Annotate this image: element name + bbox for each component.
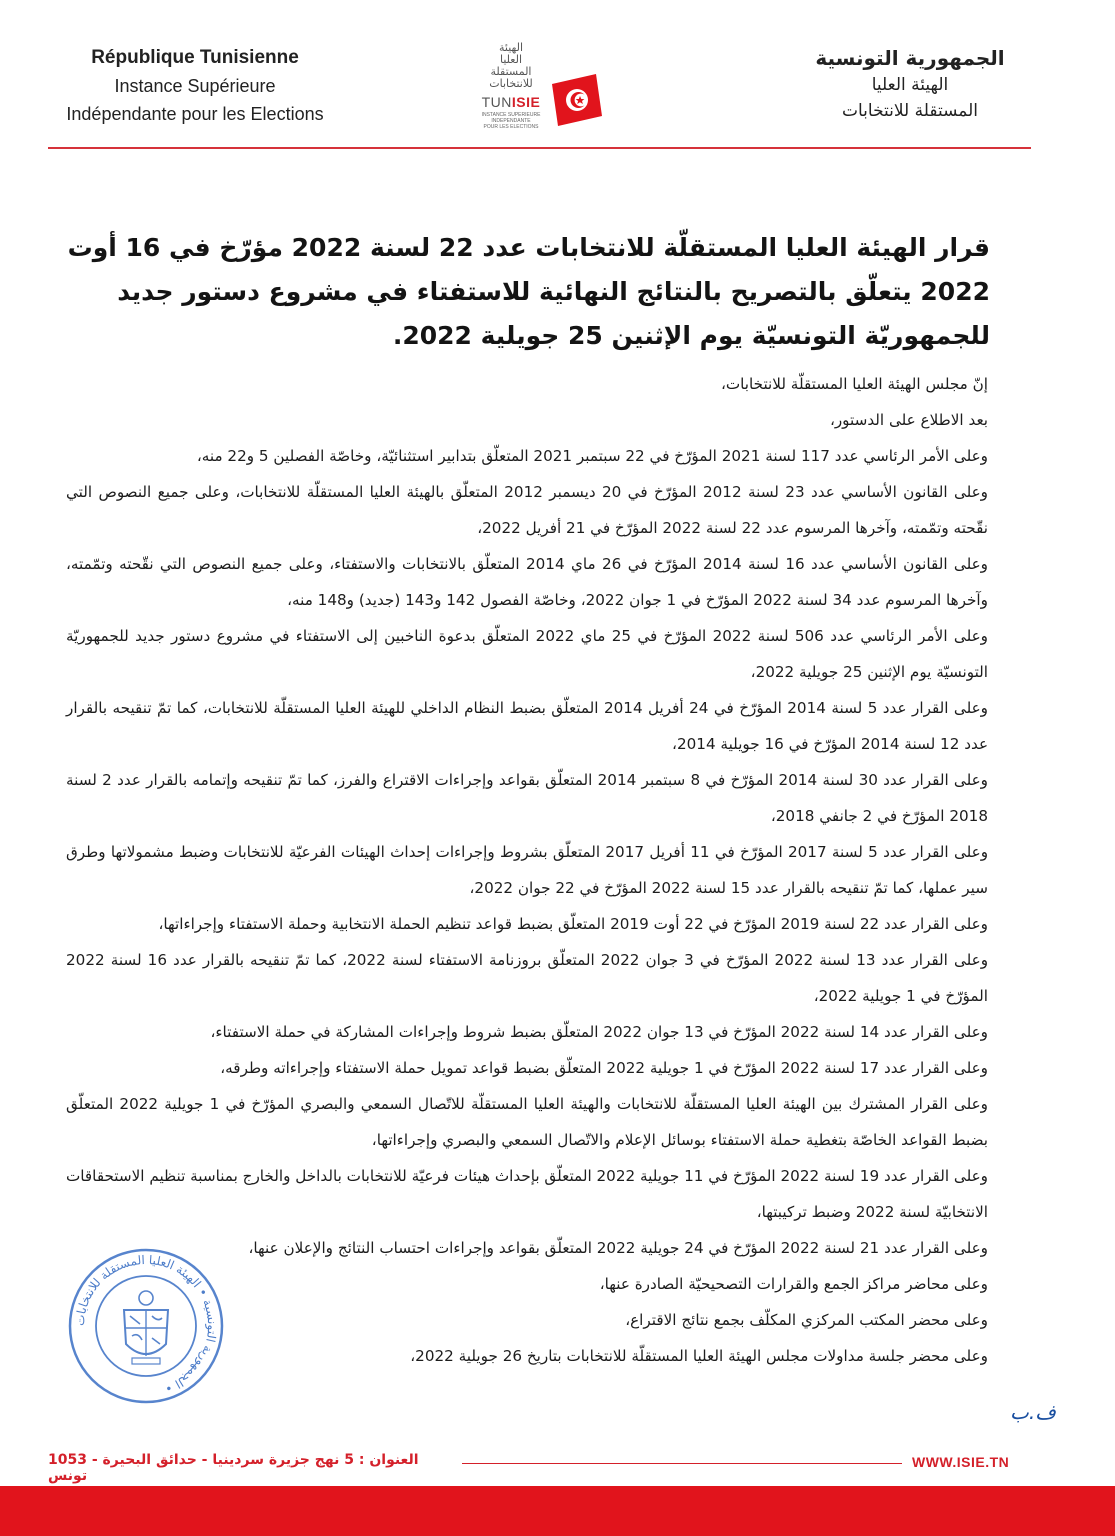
paragraph-11: وعلى القرار عدد 13 لسنة 2022 المؤرّخ في 3 جوان 2022 المتعلّق بروزنامة الاستفتاء لسنة 2022، كما تمّ تنقيحه بالقرار عدد 16 لسنة 2022 المؤرّخ في 1 جويلية 2022، (66, 951, 989, 1005)
logo-arabic-lines (476, 42, 546, 90)
header-fr-line1: République Tunisienne (91, 47, 299, 68)
header-fr-line2: Instance Supérieure (114, 76, 276, 96)
paragraph-15: وعلى القرار عدد 19 لسنة 2022 المؤرّخ في 11 جويلية 2022 المتعلّق بإحداث هيئات فرعيّة للانتخابات بالداخل والخارج بمناسبة تنظيم الاستحقاقات الانتخابيّة لسنة 2022 وضبط تركيبتها، (66, 1167, 989, 1221)
header-ar-line3: المستقلة للانتخابات (841, 101, 979, 121)
footer-website-link[interactable]: WWW.ISIE.TN (912, 1454, 1010, 1470)
paragraph-17: وعلى محاضر مراكز الجمع والقرارات التصحيحيّة الصادرة عنها، (599, 1275, 988, 1293)
coat-of-arms-icon (124, 1291, 168, 1364)
logo-isie: ISIE (511, 94, 541, 110)
paragraph-5: وعلى القانون الأساسي عدد 16 لسنة 2014 المؤرّخ في 26 ماي 2014 المتعلّق بالانتخابات والاستفتاء، وعلى جميع النصوص التي نقّحته وتمّمته، وآخرها المرسوم عدد 34 لسنة 2022 المؤرّخ في 1 جوان 2022، وخاصّة الفصول 142 و143 (جديد) و148 منه، (66, 555, 989, 609)
logo-ar-line1: الهيئة (498, 41, 523, 54)
paragraph-14: وعلى القرار المشترك بين الهيئة العليا المستقلّة للانتخابات والهيئة العليا المستقلّة للاتّصال السمعي والبصري المؤرّخ في 1 جويلية 2022 المتعلّق بضبط القواعد الخاصّة بتغطية حملة الاستفتاء بوسائل الإعلام والاتّصال السمعي والبصري وإجراءاتها، (66, 1095, 988, 1149)
logo-small-line3: POUR LES ELECTIONS (483, 124, 539, 130)
logo-wordmark (476, 94, 546, 110)
header-ar-line2: الهيئة العليا (871, 75, 949, 95)
footer-divider (462, 1463, 902, 1464)
decision-title: قرار الهيئة العليا المستقلّة للانتخابات عدد 22 لسنة 2022 مؤرّخ في 16 أوت 2022 يتعلّق بالتصريح بالنتائج النهائية للاستفتاء في مشروع دستور جديد للجمهوريّة التونسيّة يوم الإثنين 25 جويلية 2022. (67, 233, 990, 350)
footer-address: العنوان : 5 نهج جزيرة سردينيا - حدائق البحيرة - 1053 تونس (48, 1452, 419, 1484)
paragraph-7: وعلى القرار عدد 5 لسنة 2014 المؤرّخ في 24 أفريل 2014 المتعلّق بضبط النظام الداخلي للهيئة العليا المستقلّة للانتخابات، كما تمّ تنقيحه بالقرار عدد 12 لسنة 2014 المؤرّخ في 16 جويلية 2014، (66, 699, 989, 753)
paragraph-4: وعلى القانون الأساسي عدد 23 لسنة 2012 المؤرّخ في 20 ديسمبر 2012 المتعلّق بالهيئة العليا المستقلّة للانتخابات، وعلى جميع النصوص التي نقّحته وتمّمته، وآخرها المرسوم عدد 22 لسنة 2022 المؤرّخ في 21 أفريل 2022، (66, 483, 989, 537)
paragraph-3: وعلى الأمر الرئاسي عدد 117 لسنة 2021 المؤرّخ في 22 سبتمبر 2021 المتعلّق بتدابير استثنائيّة، وخاصّة الفصلين 5 و22 منه، (196, 447, 988, 465)
logo-tun: TUN (481, 94, 512, 110)
logo-ar-line2: العليا (499, 53, 523, 66)
logo-ar-line4: للانتخابات (489, 77, 533, 90)
header-french (40, 44, 350, 128)
paragraph-10: وعلى القرار عدد 22 لسنة 2019 المؤرّخ في 22 أوت 2019 المتعلّق بضبط قواعد تنظيم الحملة الانتخابية وحملة الاستفتاء وإجراءاتها، (158, 915, 988, 933)
logo-small-line1: INSTANCE SUPERIEURE (481, 112, 541, 118)
paragraph-1: إنّ مجلس الهيئة العليا المستقلّة للانتخابات، (720, 375, 988, 393)
official-stamp (66, 1246, 226, 1406)
header-fr-line3: Indépendante pour les Elections (66, 104, 324, 124)
paragraph-16: وعلى القرار عدد 21 لسنة 2022 المؤرّخ في 24 جويلية 2022 المتعلّق بقواعد وإجراءات احتساب النتائج والإعلان عنها، (248, 1239, 988, 1257)
signature-initials: ف.ب (1010, 1400, 1056, 1424)
page-footer (0, 1446, 1115, 1536)
footer-red-band (0, 1486, 1115, 1536)
stamp-ring-textpath: الجمهورية التونسية • الهيئة العليا المستقلة للانتخابات • (72, 1252, 220, 1396)
header-arabic (790, 44, 1030, 124)
paragraph-9: وعلى القرار عدد 5 لسنة 2017 المؤرّخ في 11 أفريل 2017 المتعلّق بشروط وإجراءات إحداث الهيئات الفرعيّة للانتخابات وضبط مشمولاتها وطرق سير عملها، كما تمّ تنقيحه بالقرار عدد 15 لسنة 2022 المؤرّخ في 22 جوان 2022، (66, 843, 989, 897)
paragraph-18: وعلى محضر المكتب المركزي المكلّف بجمع نتائج الاقتراع، (625, 1311, 988, 1329)
paragraph-8: وعلى القرار عدد 30 لسنة 2014 المؤرّخ في 8 سبتمبر 2014 المتعلّق بقواعد وإجراءات الاقتراع والفرز، كما تمّ تنقيحه وإتمامه بالقرار عدد 2 لسنة 2018 المؤرّخ في 2 جانفي 2018، (66, 771, 989, 825)
logo-small-line2: INDEPENDANTE (491, 118, 531, 124)
paragraph-13: وعلى القرار عدد 17 لسنة 2022 المؤرّخ في 1 جويلية 2022 المتعلّق بضبط قواعد تمويل حملة الاستفتاء وإجراءاته وطرقه، (220, 1059, 988, 1077)
logo-small-caption (476, 112, 546, 130)
paragraph-6: وعلى الأمر الرئاسي عدد 506 لسنة 2022 المؤرّخ في 25 ماي 2022 المتعلّق بدعوة الناخبين إلى الاستفتاء في مشروع دستور جديد للجمهوريّة التونسيّة يوم الإثنين 25 جويلية 2022، (66, 627, 988, 681)
paragraph-12: وعلى القرار عدد 14 لسنة 2022 المؤرّخ في 13 جوان 2022 المتعلّق بضبط شروط وإجراءات المشاركة في حملة الاستفتاء، (210, 1023, 988, 1041)
logo-ar-line3: المستقلة (490, 65, 532, 78)
paragraph-2: بعد الاطلاع على الدستور، (829, 411, 988, 429)
header-ar-line1: الجمهورية التونسية (815, 46, 1005, 70)
header-divider (48, 147, 1031, 149)
tunisia-flag-icon (548, 72, 604, 128)
decision-body (66, 366, 988, 1374)
isie-logo (462, 36, 612, 136)
paragraph-19: وعلى محضر جلسة مداولات مجلس الهيئة العليا المستقلّة للانتخابات بتاريخ 26 جويلية 2022، (410, 1347, 988, 1365)
